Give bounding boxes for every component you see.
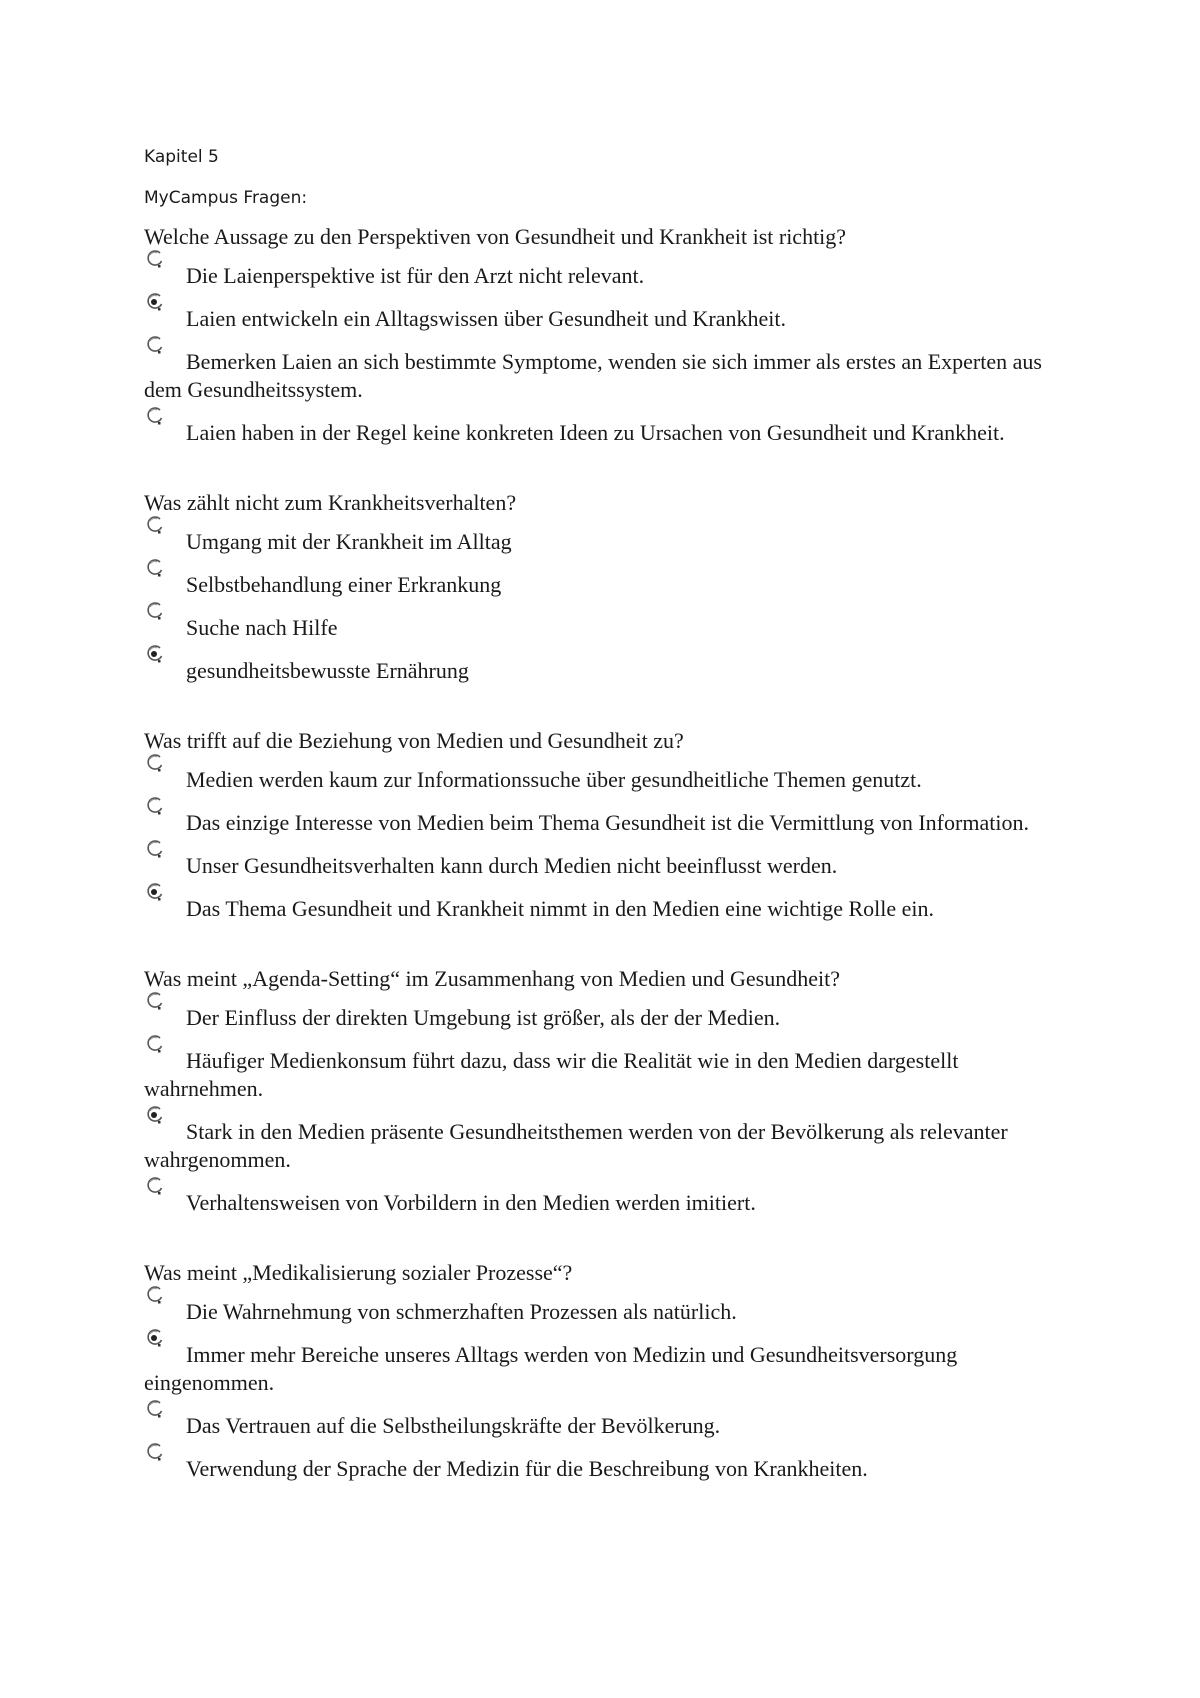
answer-label: Das Thema Gesundheit und Krankheit nimmt in den Medien eine wichtige Rolle ein. [186, 896, 935, 921]
answer-label: Die Laienperspektive ist für den Arzt nicht relevant. [186, 263, 645, 288]
answer-label: gesundheitsbewusste Ernährung [186, 658, 469, 683]
answer-option[interactable] [144, 416, 1064, 447]
radio-unselected-icon[interactable] [144, 806, 166, 826]
radio-unselected-icon[interactable] [144, 1001, 166, 1021]
radio-unselected-icon[interactable] [144, 1295, 166, 1315]
answer-option[interactable] [144, 345, 1064, 404]
answer-label: Medien werden kaum zur Informationssuche über gesundheitliche Themen genutzt. [186, 767, 922, 792]
document-page [144, 146, 1064, 1495]
answer-option[interactable] [144, 1044, 1064, 1103]
question-block [144, 727, 1064, 923]
question-list [144, 223, 1064, 1483]
answer-label: Der Einfluss der direkten Umgebung ist größer, als der der Medien. [186, 1005, 781, 1030]
answer-option[interactable] [144, 806, 1064, 837]
answer-option[interactable] [144, 1295, 1064, 1326]
question-block [144, 965, 1064, 1217]
answer-option[interactable] [144, 763, 1064, 794]
radio-unselected-icon[interactable] [144, 611, 166, 631]
section-heading: MyCampus Fragen: [144, 188, 308, 208]
radio-unselected-icon[interactable] [144, 416, 166, 436]
chapter-heading: Kapitel 5 [144, 147, 219, 167]
question-block [144, 1259, 1064, 1483]
answer-label: Bemerken Laien an sich bestimmte Symptome, wenden sie sich immer als erstes an Experten aus dem Gesundheitssystem. [144, 349, 1042, 402]
answer-label: Umgang mit der Krankheit im Alltag [186, 529, 512, 554]
answer-option[interactable] [144, 259, 1064, 290]
answer-label: Laien entwickeln ein Alltagswissen über Gesundheit und Krankheit. [186, 306, 786, 331]
answer-label: Selbstbehandlung einer Erkrankung [186, 572, 502, 597]
answer-option[interactable] [144, 892, 1064, 923]
answer-option[interactable] [144, 611, 1064, 642]
answer-option[interactable] [144, 525, 1064, 556]
radio-unselected-icon[interactable] [144, 1044, 166, 1064]
radio-unselected-icon[interactable] [144, 568, 166, 588]
answer-option[interactable] [144, 1338, 1064, 1397]
radio-selected-icon[interactable] [144, 302, 166, 322]
radio-unselected-icon[interactable] [144, 259, 166, 279]
radio-unselected-icon[interactable] [144, 345, 166, 365]
question-text: Was trifft auf die Beziehung von Medien und Gesundheit zu? [144, 728, 684, 753]
question-text: Was meint „Medikalisierung sozialer Prozesse“? [144, 1260, 573, 1285]
answer-label: Laien haben in der Regel keine konkreten Ideen zu Ursachen von Gesundheit und Krankheit. [186, 420, 1005, 445]
question-text: Was zählt nicht zum Krankheitsverhalten? [144, 490, 517, 515]
answer-label: Das Vertrauen auf die Selbstheilungskräfte der Bevölkerung. [186, 1413, 721, 1438]
answer-label: Immer mehr Bereiche unseres Alltags werden von Medizin und Gesundheitsversorgung eingenommen. [144, 1342, 958, 1395]
radio-unselected-icon[interactable] [144, 1186, 166, 1206]
answer-option[interactable] [144, 1409, 1064, 1440]
answer-label: Unser Gesundheitsverhalten kann durch Medien nicht beeinflusst werden. [186, 853, 838, 878]
answer-label: Suche nach Hilfe [186, 615, 338, 640]
answer-option[interactable] [144, 1115, 1064, 1174]
answer-option[interactable] [144, 849, 1064, 880]
answer-label: Verwendung der Sprache der Medizin für die Beschreibung von Krankheiten. [186, 1456, 868, 1481]
answer-label: Verhaltensweisen von Vorbildern in den Medien werden imitiert. [186, 1190, 756, 1215]
answer-option[interactable] [144, 1001, 1064, 1032]
answer-option[interactable] [144, 1452, 1064, 1483]
radio-selected-icon[interactable] [144, 892, 166, 912]
radio-unselected-icon[interactable] [144, 1452, 166, 1472]
radio-unselected-icon[interactable] [144, 763, 166, 783]
answer-option[interactable] [144, 1186, 1064, 1217]
radio-unselected-icon[interactable] [144, 525, 166, 545]
answer-option[interactable] [144, 302, 1064, 333]
answer-label: Die Wahrnehmung von schmerzhaften Prozessen als natürlich. [186, 1299, 737, 1324]
answer-option[interactable] [144, 654, 1064, 685]
answer-label: Das einzige Interesse von Medien beim Thema Gesundheit ist die Vermittlung von Information. [186, 810, 1029, 835]
question-block [144, 223, 1064, 447]
radio-selected-icon[interactable] [144, 1115, 166, 1135]
radio-unselected-icon[interactable] [144, 1409, 166, 1429]
answer-label: Stark in den Medien präsente Gesundheitsthemen werden von der Bevölkerung als relevanter wahrgenommen. [144, 1119, 1008, 1172]
question-text: Was meint „Agenda-Setting“ im Zusammenhang von Medien und Gesundheit? [144, 966, 840, 991]
question-text: Welche Aussage zu den Perspektiven von Gesundheit und Krankheit ist richtig? [144, 224, 847, 249]
question-block [144, 489, 1064, 685]
answer-option[interactable] [144, 568, 1064, 599]
answer-label: Häufiger Medienkonsum führt dazu, dass wir die Realität wie in den Medien dargestellt wahrnehmen. [144, 1048, 959, 1101]
radio-selected-icon[interactable] [144, 1338, 166, 1358]
radio-unselected-icon[interactable] [144, 849, 166, 869]
radio-selected-icon[interactable] [144, 654, 166, 674]
